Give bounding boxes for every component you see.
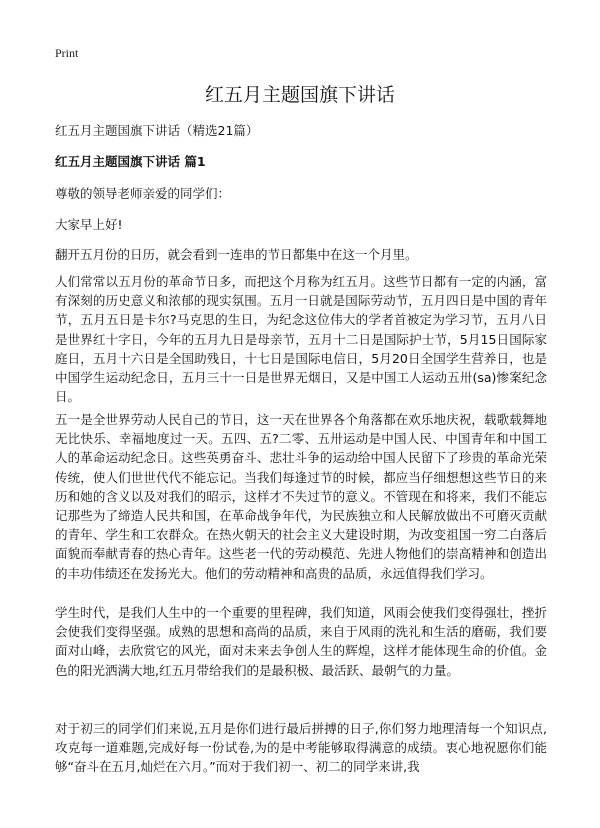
body-paragraph-3: 学生时代，是我们人生中的一个重要的里程碑，我们知道，风雨会使我们变得强壮，挫折会使我们变得坚强。成熟的思想和高尚的品质，来自于风雨的洗礼和生活的磨砺，我们要面对山峰，去欣赏它的风光，面对未来去争创人生的辉煌，这样才能体现生命的价值。金色的阳光洒满大地,红五月带给我们的是最积极、最活跃、最朝气的力量。 bbox=[55, 605, 547, 678]
greeting-line: 尊敬的领导老师亲爱的同学们： bbox=[55, 186, 231, 201]
document-subtitle: 红五月主题国旗下讲话（精选21篇） bbox=[55, 123, 259, 138]
body-paragraph-2: 五一是全世界劳动人民自己的节日，这一天在世界各个角落都在欢乐地庆祝，载歌载舞地无比快乐、幸福地度过一天。五四、五?二零、五卅运动是中国人民、中国青年和中国工人的革命运动纪念日。这些英勇奋斗、悲壮斗争的运动给中国人民留下了珍贵的革命光荣传统，使人们世世代代不能忘记。当我们每逢过节的时候，都应当仔细想想这些节日的来历和她的含义以及对我们的昭示，这样才不失过节的意义。不管现在和将来，我们不能忘记那些为了缔造人民共和国，在革命战争年代，为民族独立和人民解放做出不可磨灭贡献的青年、学生和工农群众。在热火朝天的社会主义大建设时期，为改变祖国一穷二白落后面貌而奉献青春的热心青年。这些老一代的劳动模范、先进人物他们的崇高精神和创造出的丰功伟绩还在发扬光大。他们的劳动精神和高贵的品质，永远值得我们学习。 bbox=[55, 412, 547, 581]
section-heading: 红五月主题国旗下讲话 篇1 bbox=[55, 154, 206, 169]
print-link[interactable]: Print bbox=[55, 46, 79, 60]
intro-line: 翻开五月份的日历，就会看到一连串的节日都集中在这一个月里。 bbox=[55, 247, 418, 262]
body-paragraph-1: 人们常常以五月份的革命节日多，而把这个月称为红五月。这些节日都有一定的内涵，富有深刻的历史意义和浓郁的现实氛围。五月一日就是国际劳动节，五月四日是中国的青年节，五月五日是卡尔?马克思的生日，为纪念这位伟大的学者首被定为学习节，五月八日是世界红十字日，今年的五月九日是母亲节，五月十二日是国际护士节，5月15日国际家庭日，五月十六日是全国助残日，十七日是国际电信日，5月20日全国学生营养日，也是中国学生运动纪念日，五月三十一日是世界无烟日，又是中国工人运动五卅(sa)惨案纪念日。 bbox=[55, 274, 547, 405]
body-paragraph-4: 对于初三的同学们们来说,五月是你们进行最后拼搏的日子,你们努力地理清每一个知识点,攻克每一道难题,完成好每一份试卷,为的是中考能够取得满意的成绩。衷心地祝愿你们能够“奋斗在五月,灿烂在六月。”而对于我们初一、初二的同学来讲,我 bbox=[55, 721, 547, 775]
hello-line: 大家早上好! bbox=[55, 217, 123, 232]
page-title: 红五月主题国旗下讲话 bbox=[204, 84, 395, 106]
